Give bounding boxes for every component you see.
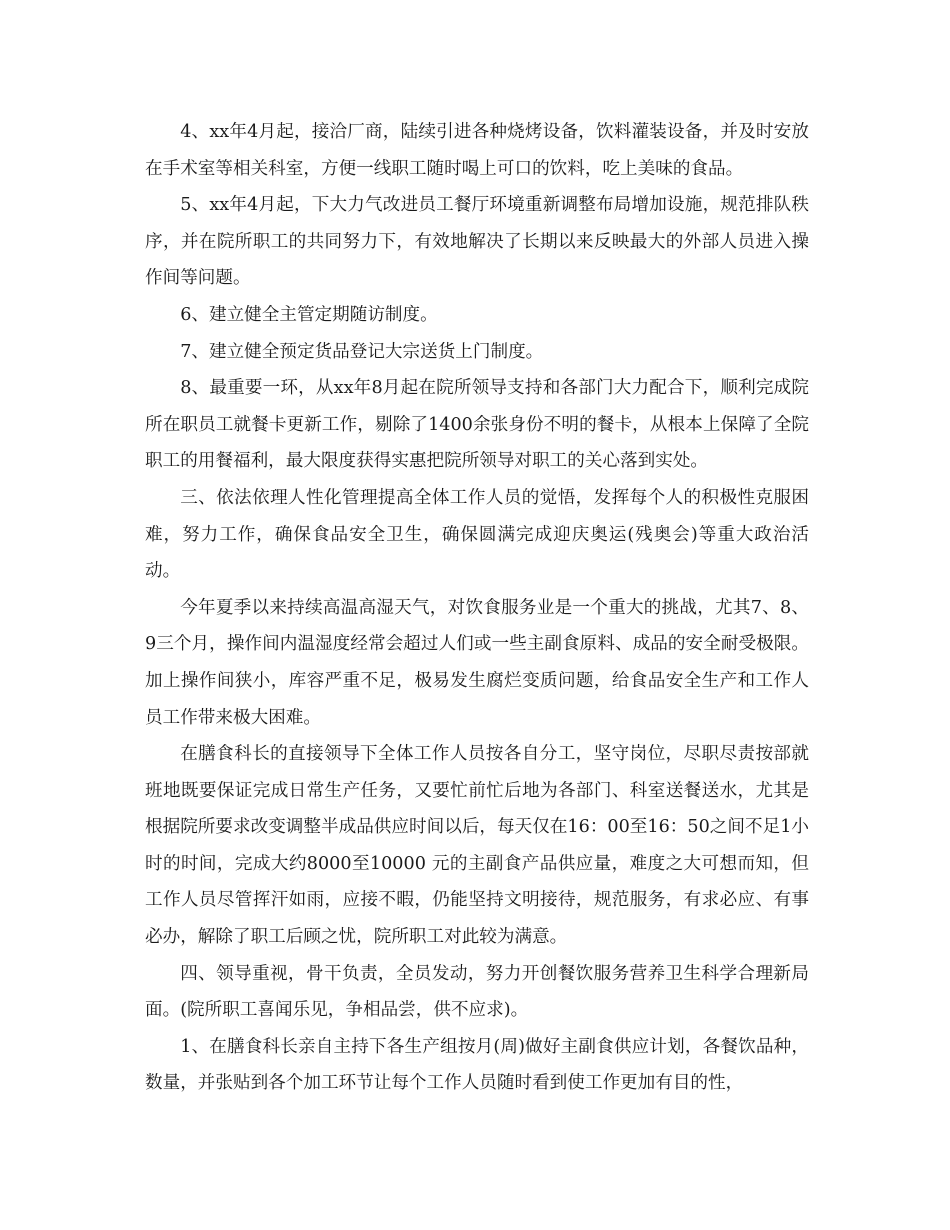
paragraph-item-8: 8、最重要一环，从xx年8月起在院所领导支持和各部门大力配合下，顺利完成院所在职员工就餐卡更新工作，剔除了1400余张身份不明的餐卡，从根本上保障了全院职工的用餐福利，最大限度获得实惠把院所领导对职工的关心落到实处。 (145, 378, 809, 472)
document-body (145, 114, 809, 1102)
paragraph-item-7: 7、建立健全预定货品登记大宗送货上门制度。 (180, 341, 544, 362)
paragraph-summer-weather: 今年夏季以来持续高温高湿天气，对饮食服务业是一个重大的挑战，尤其7、8、9三个月，操作间内温湿度经常会超过人们或一些主副食原料、成品的安全耐受极限。加上操作间狭小，库容严重不足，极易发生腐烂变质问题，给食品安全生产和工作人员工作带来极大困难。 (145, 597, 809, 728)
paragraph-item-1: 1、在膳食科长亲自主持下各生产组按月(周)做好主副食供应计划，各餐饮品种，数量，并张贴到各个加工环节让每个工作人员随时看到使工作更加有目的性， (145, 1036, 809, 1094)
paragraph-item-4: 4、xx年4月起，接洽厂商，陆续引进各种烧烤设备，饮料灌装设备，并及时安放在手术室等相关科室，方便一线职工随时喝上可口的饮料，吃上美味的食品。 (145, 122, 809, 179)
section-heading-four: 四、领导重视，骨干负责，全员发动，努力开创餐饮服务营养卫生科学合理新局面。(院所职工喜闻乐见，争相品尝，供不应求)。 (145, 963, 809, 1021)
paragraph-item-5: 5、xx年4月起，下大力气改进员工餐厅环境重新调整布局增加设施，规范排队秩序，并在院所职工的共同努力下，有效地解决了长期以来反映最大的外部人员进入操作间等问题。 (145, 195, 809, 289)
paragraph-item-6: 6、建立健全主管定期随访制度。 (180, 304, 438, 325)
section-heading-three: 三、依法依理人性化管理提高全体工作人员的觉悟，发挥每个人的积极性克服困难，努力工作，确保食品安全卫生，确保圆满完成迎庆奥运(残奥会)等重大政治活动。 (145, 487, 809, 582)
paragraph-staff-work: 在膳食科长的直接领导下全体工作人员按各自分工，坚守岗位，尽职尽责按部就班地既要保证完成日常生产任务，又要忙前忙后地为各部门、科室送餐送水，尤其是根据院所要求改变调整半成品供应时间以后，每天仅在16：00至16：50之间不足1小时的时间，完成大约8000至10000 元的主副食产品供应量，难度之大可想而知，但工作人员尽管挥汗如雨，应接不暇，仍能坚持文明接待，规范服务，有求必应、有事必办，解除了职工后顾之忧，院所职工对此较为满意。 (145, 744, 809, 948)
